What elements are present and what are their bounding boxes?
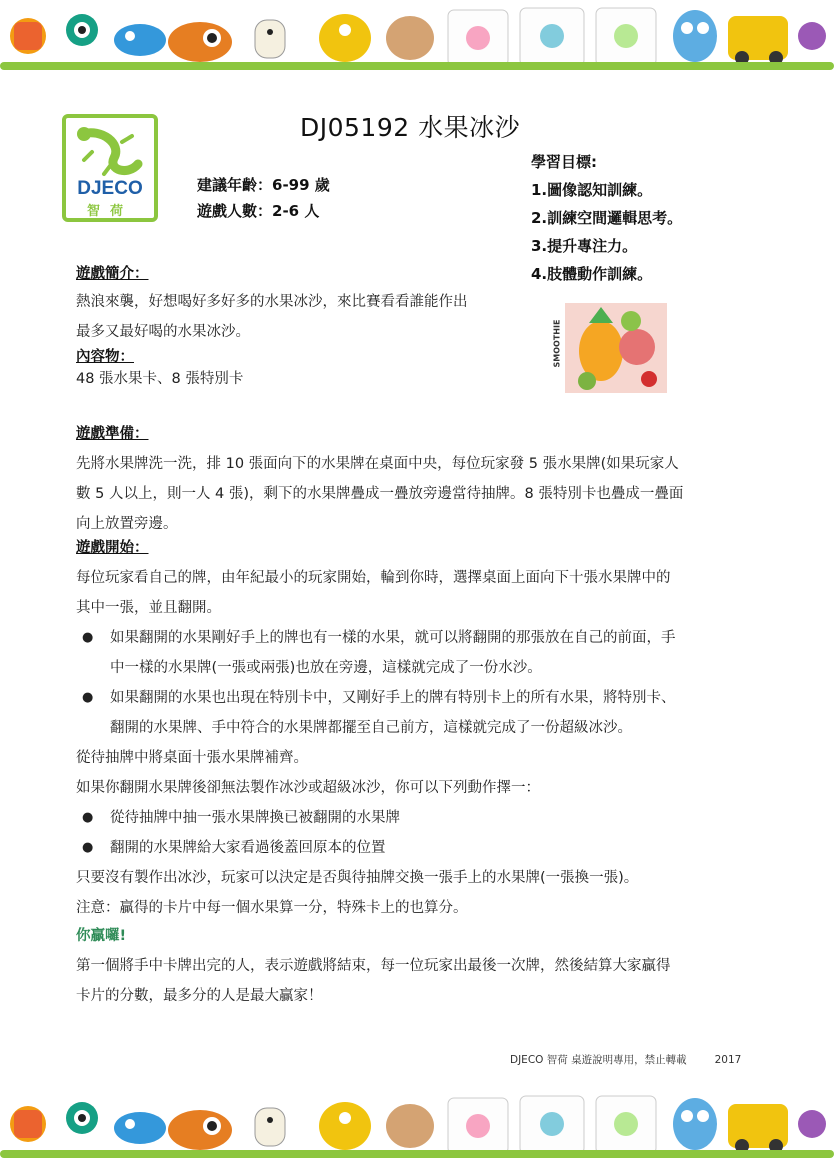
goal-item: 1.圖像認知訓練。 — [531, 181, 653, 199]
bullet-line: ● 如果翻開的水果剛好手上的牌也有一樣的水果，就可以將翻開的那張放在自己的前面，手 — [110, 630, 676, 646]
intro-heading: 遊戲簡介： — [76, 266, 149, 282]
bullet-line: 翻開的水果牌、手中符合的水果牌都擺至自己前方，這樣就完成了一份超級冰沙。 — [110, 720, 632, 736]
play-section — [76, 534, 766, 1010]
intro-line: 最多又最好喝的水果冰沙。 — [76, 324, 250, 340]
footer-text: DJECO 智荷 桌遊說明專用，禁止轉載 — [510, 1054, 687, 1066]
setup-line: 向上放置旁邊。 — [76, 516, 178, 532]
contents-text: 48 張水果卡、8 張特別卡 — [76, 371, 244, 387]
top-banner-illustration — [0, 0, 834, 72]
setup-section — [76, 420, 766, 538]
note-line: 注意：贏得的卡片中每一個水果算一分，特殊卡上的也算分。 — [76, 900, 468, 916]
grass-strip — [0, 1150, 834, 1158]
fail-line: 如果你翻開水果牌後卻無法製作冰沙或超級冰沙，你可以下列動作擇一： — [76, 780, 540, 796]
play-line: 其中一張，並且翻開。 — [76, 600, 221, 616]
swap-line: 只要沒有製作出冰沙，玩家可以決定是否與待抽牌交換一張手上的水果牌(一張換一張)。 — [76, 870, 639, 886]
option-item: ● 從待抽牌中抽一張水果牌換已被翻開的水果牌 — [76, 804, 766, 832]
bullet-item — [76, 624, 766, 682]
page-title: DJ05192 水果冰沙 — [300, 113, 521, 142]
bottom-banner-illustration — [0, 1088, 834, 1160]
footer-note — [510, 1052, 741, 1067]
setup-heading: 遊戲準備： — [76, 426, 149, 442]
game-meta — [197, 172, 330, 224]
bullet-line: 中一樣的水果牌(一張或兩張)也放在旁邊，這樣就完成了一份水沙。 — [110, 660, 542, 676]
bullet-line: ● 如果翻開的水果也出現在特別卡中，又剛好手上的牌有特別卡上的所有水果，將特別卡、 — [110, 690, 676, 706]
grass-strip — [0, 62, 834, 70]
win-line: 第一個將手中卡牌出完的人，表示遊戲將結束，每一位玩家出最後一次牌，然後結算大家贏得 — [76, 958, 671, 974]
win-line: 卡片的分數，最多分的人是最大贏家！ — [76, 988, 323, 1004]
goals-heading: 學習目標: — [531, 153, 597, 171]
intro-section — [76, 260, 766, 390]
svg-text:DJECO: DJECO — [77, 178, 143, 199]
bullet-item — [76, 684, 766, 742]
setup-line: 數 5 人以上，則一人 4 張)，剩下的水果牌疊成一疊放旁邊當待抽牌。8 張特別卡也疊成一疊面 — [76, 486, 684, 502]
play-line: 每位玩家看自己的牌，由年紀最小的玩家開始，輪到你時，選擇桌面上面向下十張水果牌中的 — [76, 570, 671, 586]
intro-line: 熱浪來襲，好想喝好多好多的水果冰沙，來比賽看看誰能作出 — [76, 294, 468, 310]
product-label: SMOOTHIE — [552, 319, 562, 368]
goal-item: 3.提升專注力。 — [531, 237, 638, 255]
setup-line: 先將水果牌洗一洗，排 10 張面向下的水果牌在桌面中央，每位玩家發 5 張水果牌(如果玩家人 — [76, 456, 679, 472]
play-heading: 遊戲開始： — [76, 540, 149, 556]
logo-subtitle: 智荷 — [86, 204, 133, 219]
goal-item: 4.肢體動作訓練。 — [531, 265, 653, 283]
option-item: ● 翻開的水果牌給大家看過後蓋回原本的位置 — [76, 834, 766, 862]
age-info: 建議年齡：6-99 歲 — [197, 176, 330, 194]
players-info: 遊戲人數：2-6 人 — [197, 202, 320, 220]
footer-year: 2017 — [714, 1054, 742, 1066]
djeco-logo — [62, 114, 158, 222]
goal-item: 2.訓練空間邏輯思考。 — [531, 209, 683, 227]
contents-heading: 內容物： — [76, 349, 134, 365]
win-heading: 你贏囉! — [76, 928, 127, 944]
refill-line: 從待抽牌中將桌面十張水果牌補齊。 — [76, 750, 308, 766]
